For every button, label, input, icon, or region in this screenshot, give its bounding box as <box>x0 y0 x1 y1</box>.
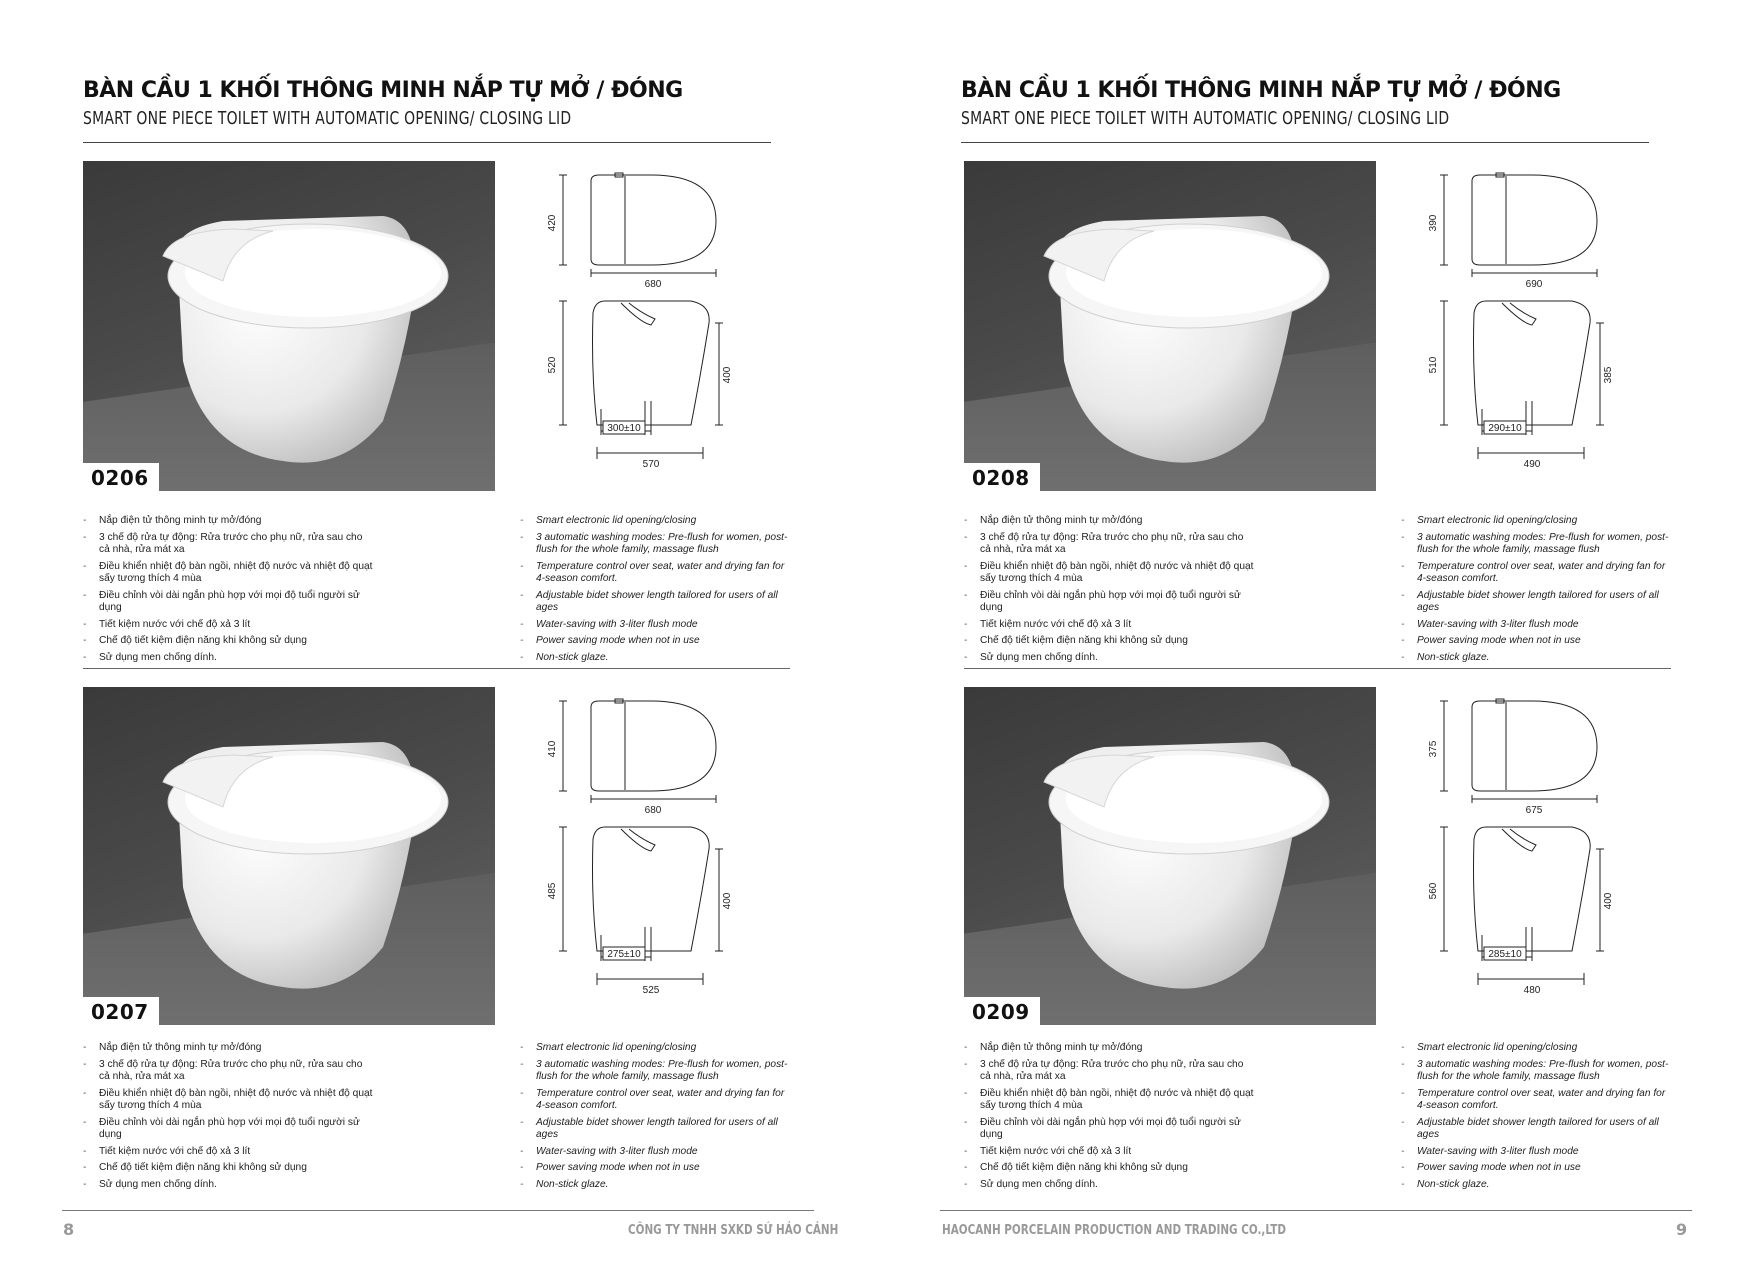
toilet-illustration <box>964 161 1376 491</box>
feature-item: - Chế độ tiết kiệm điện năng khi không sử dụng <box>83 1162 373 1175</box>
technical-drawing <box>1412 699 1612 994</box>
feature-item: - Temperature control over seat, water and drying fan for 4-season comfort. <box>1401 561 1669 586</box>
feature-item: - Water-saving with 3-liter flush mode <box>1401 619 1669 632</box>
dim-top-width-label: 420 <box>547 214 558 232</box>
page-number-right: 9 <box>1676 1220 1688 1239</box>
product-code-label: 0209 <box>964 997 1040 1025</box>
feature-item: - 3 chế độ rửa tự động: Rửa trước cho phụ nữ, rửa sau cho cả nhà, rửa mát xa <box>83 532 373 557</box>
feature-item: - Smart electronic lid opening/closing <box>1401 515 1669 528</box>
feature-item: - Smart electronic lid opening/closing <box>520 1042 788 1055</box>
toilet-illustration <box>83 161 495 491</box>
feature-item: - Temperature control over seat, water and drying fan for 4-season comfort. <box>520 561 788 586</box>
feature-item: - Chế độ tiết kiệm điện năng khi không sử dụng <box>964 1162 1254 1175</box>
dim-rough-in-label: 290±10 <box>1488 423 1522 434</box>
feature-item: - Sử dụng men chống dính. <box>964 652 1254 665</box>
feature-item: - Non-stick glaze. <box>520 1179 788 1192</box>
feature-item: - Điều khiển nhiệt độ bàn ngồi, nhiệt độ nước và nhiệt độ quạt sấy tương thích 4 mùa <box>964 1088 1254 1113</box>
dim-rough-in-label: 275±10 <box>607 949 641 960</box>
feature-item: - Điều chỉnh vòi dài ngắn phù hợp với mọi độ tuổi người sử dụng <box>83 590 373 615</box>
feature-item: - Điều khiển nhiệt độ bàn ngồi, nhiệt độ nước và nhiệt độ quạt sấy tương thích 4 mùa <box>964 561 1254 586</box>
side-view <box>559 301 723 459</box>
feature-item: - Điều chỉnh vòi dài ngắn phù hợp với mọi độ tuổi người sử dụng <box>83 1117 373 1142</box>
product-photo <box>83 161 495 491</box>
dim-top-width-label: 390 <box>1428 214 1439 232</box>
feature-item: - Tiết kiệm nước với chế độ xả 3 lít <box>964 619 1254 632</box>
dimension-diagram <box>1412 699 1614 996</box>
dim-base-length-label: 525 <box>642 985 660 996</box>
feature-item: - Smart electronic lid opening/closing <box>520 515 788 528</box>
dim-top-length-label: 680 <box>644 279 662 290</box>
dim-seat-height-label: 400 <box>722 892 733 910</box>
top-view <box>1440 173 1597 277</box>
product-code-label: 0207 <box>83 997 159 1025</box>
footer-divider <box>62 1210 814 1211</box>
top-view <box>1440 699 1597 803</box>
feature-item: - Water-saving with 3-liter flush mode <box>520 1146 788 1159</box>
feature-item: - Nắp điện tử thông minh tự mở/đóng <box>83 1042 373 1055</box>
feature-item: - Chế độ tiết kiệm điện năng khi không sử dụng <box>83 635 373 648</box>
feature-item: - Điều chỉnh vòi dài ngắn phù hợp với mọi độ tuổi người sử dụng <box>964 590 1254 615</box>
dim-top-length-label: 680 <box>644 805 662 816</box>
feature-list-en <box>1401 515 1669 668</box>
feature-item: - Tiết kiệm nước với chế độ xả 3 lít <box>83 619 373 632</box>
dim-side-height-label: 560 <box>1428 882 1439 900</box>
dim-side-height-label: 485 <box>547 882 558 900</box>
toilet-illustration <box>83 687 495 1025</box>
feature-item: - Nắp điện tử thông minh tự mở/đóng <box>964 515 1254 528</box>
feature-item: - Tiết kiệm nước với chế độ xả 3 lít <box>964 1146 1254 1159</box>
feature-item: - Non-stick glaze. <box>520 652 788 665</box>
technical-drawing <box>531 699 731 994</box>
feature-item: - Nắp điện tử thông minh tự mở/đóng <box>964 1042 1254 1055</box>
feature-item: - Adjustable bidet shower length tailored for users of all ages <box>1401 590 1669 615</box>
feature-item: - Power saving mode when not in use <box>1401 635 1669 648</box>
feature-item: - 3 automatic washing modes: Pre-flush for women, post-flush for the whole family, massage flush <box>520 1059 788 1084</box>
feature-item: - Chế độ tiết kiệm điện năng khi không sử dụng <box>964 635 1254 648</box>
top-view <box>559 699 716 803</box>
feature-item: - 3 chế độ rửa tự động: Rửa trước cho phụ nữ, rửa sau cho cả nhà, rửa mát xa <box>964 1059 1254 1084</box>
feature-list-vi <box>964 1042 1254 1195</box>
feature-list-vi <box>83 1042 373 1195</box>
feature-item: - Nắp điện tử thông minh tự mở/đóng <box>83 515 373 528</box>
feature-item: - 3 chế độ rửa tự động: Rửa trước cho phụ nữ, rửa sau cho cả nhà, rửa mát xa <box>83 1059 373 1084</box>
feature-item: - Sử dụng men chống dính. <box>964 1179 1254 1192</box>
top-view <box>559 173 716 277</box>
page-title-en: SMART ONE PIECE TOILET WITH AUTOMATIC OPENING/ CLOSING LID <box>83 108 572 129</box>
page-title-vi: BÀN CẦU 1 KHỐI THÔNG MINH NẮP TỰ MỞ / ĐÓNG <box>83 78 683 103</box>
feature-item: - Power saving mode when not in use <box>520 1162 788 1175</box>
dim-seat-height-label: 385 <box>1603 366 1614 384</box>
side-view <box>559 827 723 985</box>
dim-base-length-label: 570 <box>642 459 660 470</box>
toilet-illustration <box>964 687 1376 1025</box>
feature-item: - Sử dụng men chống dính. <box>83 1179 373 1192</box>
feature-item: - Power saving mode when not in use <box>1401 1162 1669 1175</box>
feature-item: - Water-saving with 3-liter flush mode <box>520 619 788 632</box>
product-photo <box>964 161 1376 491</box>
technical-drawing <box>531 173 731 468</box>
feature-item: - Sử dụng men chống dính. <box>83 652 373 665</box>
dim-seat-height-label: 400 <box>1603 892 1614 910</box>
feature-item: - Tiết kiệm nước với chế độ xả 3 lít <box>83 1146 373 1159</box>
dim-seat-height-label: 400 <box>722 366 733 384</box>
side-view <box>1440 301 1604 459</box>
product-photo <box>964 687 1376 1025</box>
feature-item: - Non-stick glaze. <box>1401 1179 1669 1192</box>
dim-top-length-label: 690 <box>1525 279 1543 290</box>
feature-item: - 3 automatic washing modes: Pre-flush for women, post-flush for the whole family, massage flush <box>520 532 788 557</box>
page-title-vi: BÀN CẦU 1 KHỐI THÔNG MINH NẮP TỰ MỞ / ĐÓNG <box>961 78 1561 103</box>
dim-rough-in-label: 285±10 <box>1488 949 1522 960</box>
dimension-diagram <box>1412 173 1614 470</box>
dim-side-height-label: 510 <box>1428 356 1439 374</box>
feature-item: - Water-saving with 3-liter flush mode <box>1401 1146 1669 1159</box>
dim-rough-in-label: 300±10 <box>607 423 641 434</box>
title-divider <box>83 142 771 143</box>
feature-list-en <box>520 1042 788 1195</box>
feature-item: - Adjustable bidet shower length tailored for users of all ages <box>520 590 788 615</box>
section-divider <box>83 668 790 669</box>
feature-list-vi <box>83 515 373 668</box>
feature-item: - Adjustable bidet shower length tailored for users of all ages <box>520 1117 788 1142</box>
feature-item: - Non-stick glaze. <box>1401 652 1669 665</box>
company-name-en: HAOCANH PORCELAIN PRODUCTION AND TRADING CO.,LTD <box>942 1223 1286 1238</box>
product-code-label: 0206 <box>83 463 159 491</box>
feature-item: - Power saving mode when not in use <box>520 635 788 648</box>
dim-base-length-label: 480 <box>1523 985 1541 996</box>
footer-divider <box>940 1210 1692 1211</box>
feature-item: - 3 automatic washing modes: Pre-flush for women, post-flush for the whole family, massage flush <box>1401 532 1669 557</box>
technical-drawing <box>1412 173 1612 468</box>
feature-item: - 3 chế độ rửa tự động: Rửa trước cho phụ nữ, rửa sau cho cả nhà, rửa mát xa <box>964 532 1254 557</box>
title-divider <box>961 142 1649 143</box>
dim-top-width-label: 375 <box>1428 740 1439 758</box>
feature-item: - Temperature control over seat, water and drying fan for 4-season comfort. <box>1401 1088 1669 1113</box>
product-code-label: 0208 <box>964 463 1040 491</box>
feature-item: - Temperature control over seat, water and drying fan for 4-season comfort. <box>520 1088 788 1113</box>
dim-top-length-label: 675 <box>1525 805 1543 816</box>
dim-top-width-label: 410 <box>547 740 558 758</box>
feature-list-vi <box>964 515 1254 668</box>
dimension-diagram <box>531 173 733 470</box>
section-divider <box>964 668 1671 669</box>
product-photo <box>83 687 495 1025</box>
feature-item: - Smart electronic lid opening/closing <box>1401 1042 1669 1055</box>
feature-item: - Điều khiển nhiệt độ bàn ngồi, nhiệt độ nước và nhiệt độ quạt sấy tương thích 4 mùa <box>83 1088 373 1113</box>
page-number-left: 8 <box>63 1220 75 1239</box>
feature-item: - Adjustable bidet shower length tailored for users of all ages <box>1401 1117 1669 1142</box>
feature-item: - Điều khiển nhiệt độ bàn ngồi, nhiệt độ nước và nhiệt độ quạt sấy tương thích 4 mùa <box>83 561 373 586</box>
side-view <box>1440 827 1604 985</box>
page-title-en: SMART ONE PIECE TOILET WITH AUTOMATIC OPENING/ CLOSING LID <box>961 108 1450 129</box>
feature-item: - 3 automatic washing modes: Pre-flush for women, post-flush for the whole family, massage flush <box>1401 1059 1669 1084</box>
dim-side-height-label: 520 <box>547 356 558 374</box>
feature-item: - Điều chỉnh vòi dài ngắn phù hợp với mọi độ tuổi người sử dụng <box>964 1117 1254 1142</box>
dimension-diagram <box>531 699 733 996</box>
dim-base-length-label: 490 <box>1523 459 1541 470</box>
company-name-vi: CÔNG TY TNHH SXKD SỨ HẢO CẢNH <box>628 1223 839 1238</box>
feature-list-en <box>1401 1042 1669 1195</box>
feature-list-en <box>520 515 788 668</box>
